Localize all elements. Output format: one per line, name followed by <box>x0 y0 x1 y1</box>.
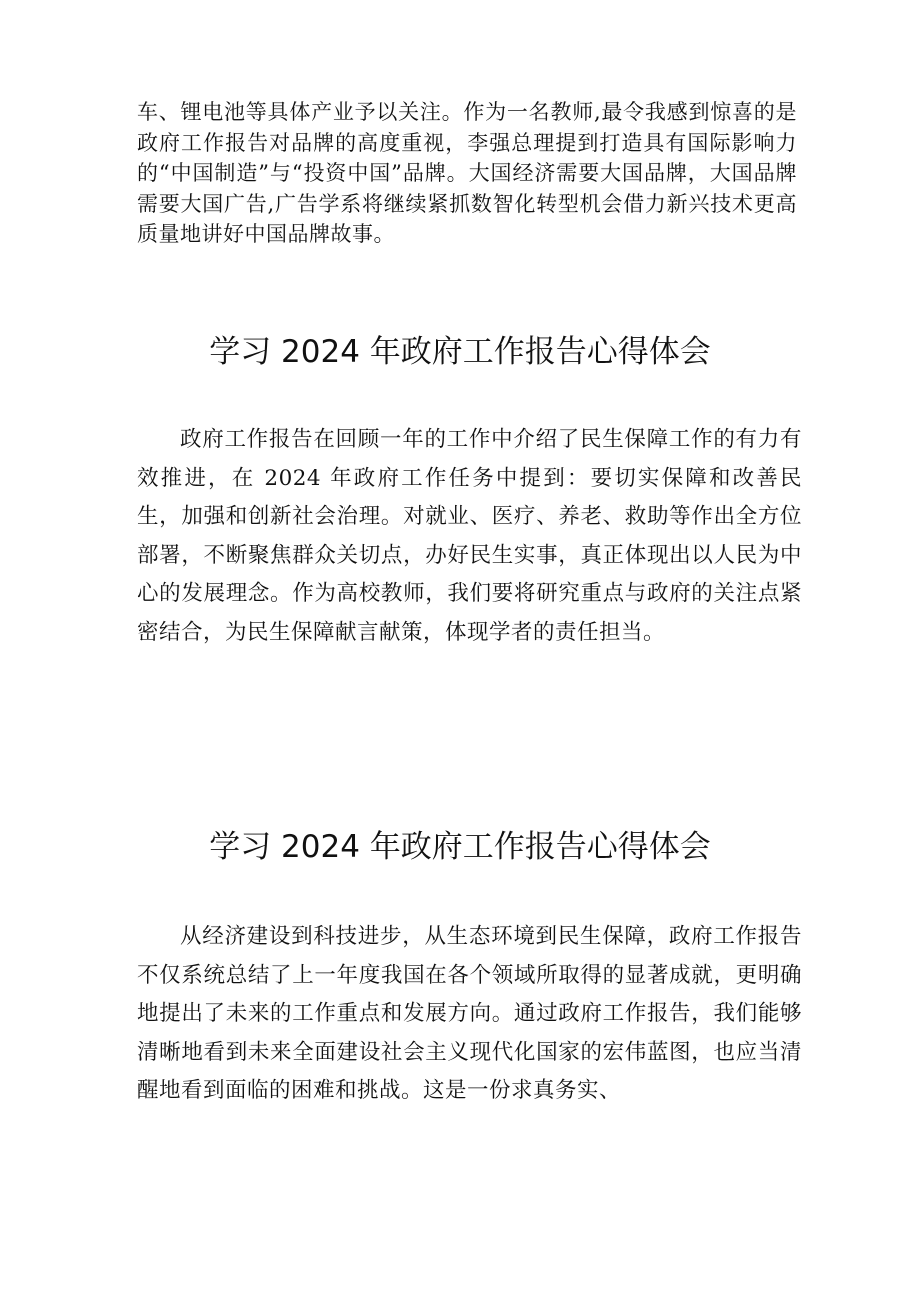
section-title-1: 学习 2024 年政府工作报告心得体会 <box>209 334 711 370</box>
paragraph-1: 政府工作报告在回顾一年的工作中介绍了民生保障工作的有力有效推进，在 2024 年政府工作任务中提到：要切实保障和改善民生，加强和创新社会治理。对就业、医疗、养老、救助等作出全方位部署，不断聚焦群众关切点，办好民生实事，真正体现出以人民为中心的发展理念。作为高校教师，我们要将研究重点与政府的关注点紧密结合，为民生保障献言献策，体现学者的责任担当。 <box>137 427 802 645</box>
section-title-2: 学习 2024 年政府工作报告心得体会 <box>209 829 711 865</box>
paragraph-continued: 车、锂电池等具体产业予以关注。作为一名教师,最令我感到惊喜的是政府工作报告对品牌的高度重视，李强总理提到打造具有国际影响力的“中国制造”与“投资中国”品牌。大国经济需要大国品牌，大国品牌需要大国广告,广告学系将继续紧抓数智化转型机会借力新兴技术更高质量地讲好中国品牌故事。 <box>137 100 797 246</box>
paragraph-2: 从经济建设到科技进步，从生态环境到民生保障，政府工作报告不仅系统总结了上一年度我国在各个领域所取得的显著成就，更明确地提出了未来的工作重点和发展方向。通过政府工作报告，我们能够清晰地看到未来全面建设社会主义现代化国家的宏伟蓝图，也应当清醒地看到面临的困难和挑战。这是一份求真务实、 <box>137 924 802 1103</box>
